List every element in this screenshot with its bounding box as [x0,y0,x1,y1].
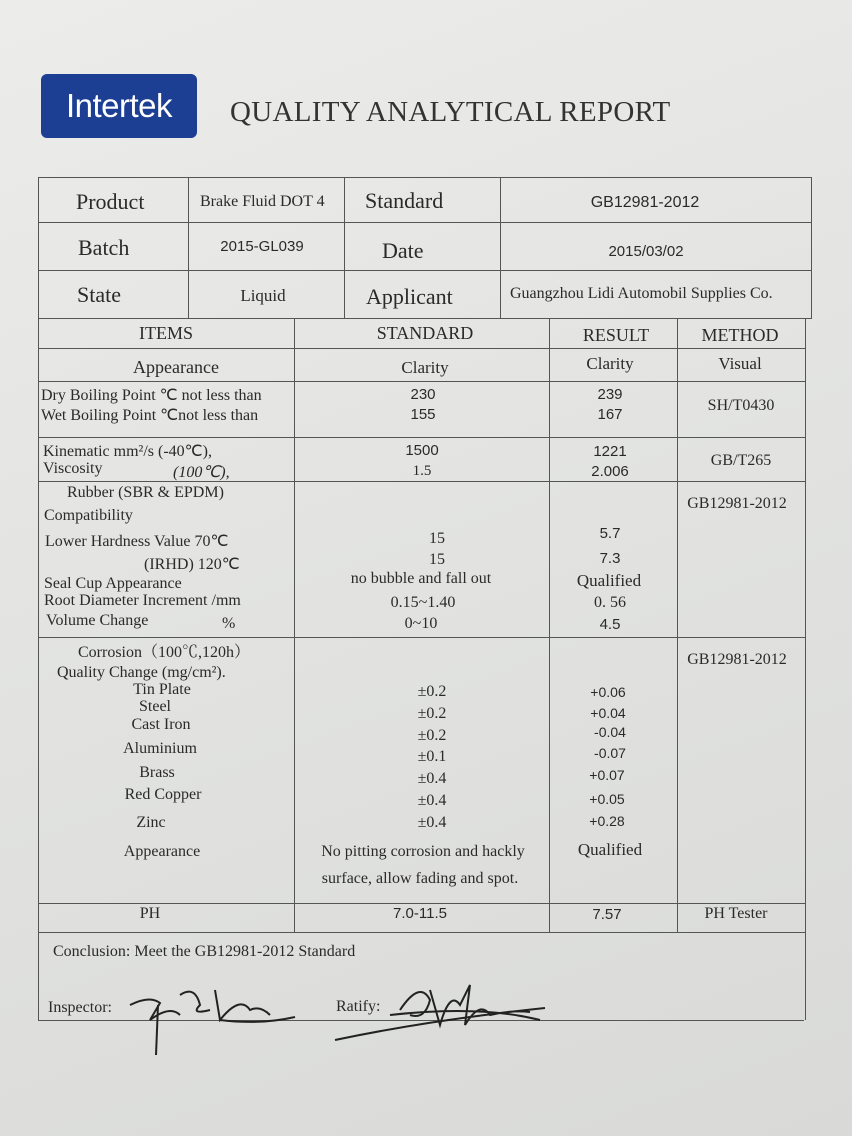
ratify-label: Ratify: [336,998,381,1015]
metal-result: -0.07 [594,745,626,761]
state-label: State [77,282,121,307]
viscosity-method: GB/T265 [710,452,772,469]
seal-cup-standard: no bubble and fall out [350,570,492,587]
irhd-item: (IRHD) 120℃ [144,556,240,573]
ratify-signature [330,970,550,1050]
wet-boiling-result: 167 [597,406,623,423]
metal-name: Brass [139,764,175,781]
ph-method: PH Tester [704,905,768,922]
metal-name: Tin Plate [133,681,191,698]
standard-label: Standard [365,188,444,213]
batch-value: 2015-GL039 [220,238,304,255]
rubber-method: GB12981-2012 [687,495,787,512]
appearance-method: Visual [718,354,762,373]
applicant-label: Applicant [366,284,453,309]
volume-change-result: 4.5 [599,616,621,633]
corrosion-title: Corrosion（100℃,120h） [78,644,251,661]
product-label: Product [76,189,145,214]
dry-boiling-item: Dry Boiling Point ℃ not less than [41,387,262,404]
metal-standard: ±0.4 [417,792,447,809]
metal-name: Red Copper [124,786,202,803]
corrosion-appearance-result: Qualified [577,840,643,859]
product-value: Brake Fluid DOT 4 [200,193,325,210]
rubber-title-2: Compatibility [44,507,133,524]
conclusion: Conclusion: Meet the GB12981-2012 Standard [53,943,356,960]
ph-standard: 7.0-11.5 [393,905,447,922]
viscosity-result-2: 2.006 [591,463,629,480]
hardness-standard-2: 15 [429,551,445,568]
viscosity-item-2b: (100℃), [173,464,230,481]
appearance-standard: Clarity [401,358,449,377]
corrosion-title-2: Quality Change (mg/cm²). [57,664,226,681]
dry-boiling-result: 239 [597,386,623,403]
col-standard: STANDARD [376,323,474,343]
viscosity-standard-2: 1.5 [412,463,432,479]
metal-standard: ±0.4 [417,814,447,831]
viscosity-item-1: Kinematic mm²/s (-40℃), [43,443,212,460]
corrosion-appearance-standard-2: surface, allow fading and spot. [321,870,519,887]
hardness-result-1: 5.7 [599,525,621,542]
viscosity-item-2: Viscosity [43,460,103,477]
metal-name: Cast Iron [131,716,191,733]
wet-boiling-standard: 155 [410,406,436,423]
metal-standard: ±0.2 [417,683,447,700]
wet-boiling-item: Wet Boiling Point ℃not less than [41,407,259,424]
metal-standard: ±0.2 [417,727,447,744]
hardness-result-2: 7.3 [599,550,621,567]
inspector-label: Inspector: [48,999,112,1016]
viscosity-standard-1: 1500 [405,442,439,459]
intertek-logo: Intertek [41,74,197,138]
ph-result: 7.57 [592,906,622,923]
root-diameter-standard: 0.15~1.40 [390,594,456,611]
report-title: QUALITY ANALYTICAL REPORT [230,96,671,128]
metal-standard: ±0.4 [417,770,447,787]
metal-name: Steel [139,698,171,715]
volume-unit: % [222,615,236,632]
state-value: Liquid [240,286,286,305]
hardness-item: Lower Hardness Value 70℃ [45,533,229,550]
col-items: ITEMS [139,323,193,343]
metal-name: Zinc [136,814,166,831]
metal-result: +0.05 [589,791,625,807]
root-diameter-result: 0. 56 [594,594,626,611]
date-label: Date [382,238,424,263]
metal-result: +0.28 [589,813,625,829]
metal-standard: ±0.1 [417,748,447,765]
ph-item: PH [139,905,161,922]
volume-change-standard: 0~10 [404,615,438,632]
col-result: RESULT [582,325,650,345]
volume-change-item: Volume Change [46,612,149,629]
dry-boiling-standard: 230 [410,386,436,403]
corrosion-method: GB12981-2012 [687,651,787,668]
batch-label: Batch [78,235,130,260]
metal-standard: ±0.2 [417,705,447,722]
applicant-value: Guangzhou Lidi Automobil Supplies Co. [510,285,773,302]
corrosion-appearance-item: Appearance [123,843,201,860]
corrosion-appearance-standard-1: No pitting corrosion and hackly [321,843,525,860]
viscosity-result-1: 1221 [593,443,627,460]
metal-name: Aluminium [123,740,197,757]
root-diameter-item: Root Diameter Increment /mm [44,592,241,609]
appearance-result: Clarity [586,354,634,373]
rubber-title: Rubber (SBR & EPDM) [67,484,224,501]
metal-result: +0.06 [590,684,626,700]
metal-result: -0.04 [594,724,626,740]
appearance-item: Appearance [133,357,219,377]
seal-cup-result: Qualified [576,571,642,590]
standard-value: GB12981-2012 [590,194,700,211]
boiling-method: SH/T0430 [707,397,775,414]
col-method: METHOD [701,325,779,345]
metal-result: +0.07 [589,767,625,783]
seal-cup-item: Seal Cup Appearance [44,575,182,592]
metal-result: +0.04 [590,705,626,721]
inspector-signature [120,975,300,1060]
date-value: 2015/03/02 [608,243,684,260]
hardness-standard-1: 15 [429,530,445,547]
